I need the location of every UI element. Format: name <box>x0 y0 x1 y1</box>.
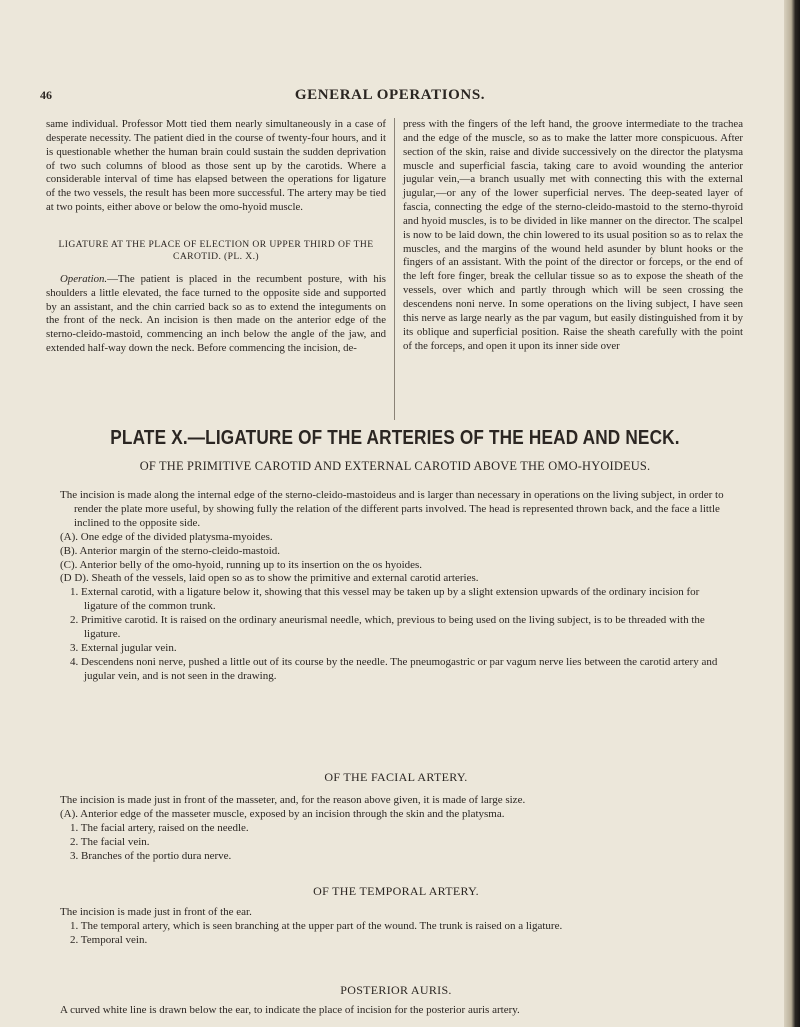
operation-label: Operation. <box>60 272 108 285</box>
plate-intro: The incision is made along the internal edge of the sterno-cleido-mastoideus and is larger than necessary in operations on the living subject, in order to render the plate more useful, by showing fully the relation of the different parts involved. The head is represented thrown back, and the face a little inclined to the opposite side. <box>60 489 724 529</box>
section-subheading: LIGATURE AT THE PLACE OF ELECTION OR UPPER THIRD OF THE CAROTID. (PL. X.) <box>58 238 374 262</box>
legend-number-item: 2. The facial vein. <box>70 835 150 848</box>
facial-intro: The incision is made just in front of the masseter, and, for the reason above given, it is made of large size. <box>60 794 526 806</box>
right-column <box>403 118 743 353</box>
right-paragraph: press with the fingers of the left hand, the groove intermediate to the trachea and the edge of the muscle, so as to make the latter more conspicuous. After section of the skin, raise and divide successively on the director the platysma muscle and superficial fascia, taking care to avoid wounding the anterior jugular vein,—a branch usually met with connecting this with the external jugular,—or any of the lower superficial nerves. The deep-seated layer of fascia, connecting the edge of the sterno-cleido-mastoid to the sterno-thyroid and hyoid muscles, is to be divided in like manner on the director. The scalpel is now to be laid down, the chin lowered to its usual position so as to relax the muscles, and the margins of the wound held asunder by blunt hooks or the fingers of an assistant. With the point of the director or forceps, or the end of the left fore finger, break the cellular tissue so as to expose the sheath of the vessels, over which and partly through which will be seen crossing the descendens noni nerve. In some operations on the living subject, I have seen this nerve as large nearly as the par vagum, but easily distinguished from it by its oblique and superficial position. Raise the sheath carefully with the point of the forceps, and open it upon its inner side over <box>403 118 743 352</box>
plate-subtitle: OF THE PRIMITIVE CAROTID AND EXTERNAL CAROTID ABOVE THE OMO-HYOIDEUS. <box>139 459 651 473</box>
legend-letter-item: (A). Anterior edge of the masseter muscle, exposed by an incision through the skin and the platysma. <box>60 807 505 820</box>
book-edge <box>784 0 800 1027</box>
facial-heading: OF THE FACIAL ARTERY. <box>324 770 468 784</box>
legend-number-item: 1. The facial artery, raised on the needle. <box>70 821 249 834</box>
legend-letter-item: (A). One edge of the divided platysma-myoides. <box>60 530 273 543</box>
plate-description <box>60 489 732 684</box>
legend-number-item: 1. External carotid, with a ligature below it, showing that this vessel may be taken up by a slight extension upwards of the ordinary incision for ligature of the common trunk. <box>70 586 700 613</box>
facial-description <box>60 794 732 864</box>
operation-text: —The patient is placed in the recumbent posture, with his shoulders a little elevated, the face turned to the opposite side and supported by an assistant, and the chin carried back so as to extend the integuments on the front of the neck. An incision is then made on the anterior edge of the sterno-cleido-mastoid, commencing an inch below the angle of the jaw, and extended half-way down the neck. Before commencing the incision, de- <box>46 272 386 355</box>
posterior-text: A curved white line is drawn below the ear, to indicate the place of incision for the posterior auris artery. <box>60 1004 520 1016</box>
temporal-heading: OF THE TEMPORAL ARTERY. <box>313 884 479 898</box>
column-divider <box>394 118 395 420</box>
plate-title: PLATE X.—LIGATURE OF THE ARTERIES OF THE HEAD AND NECK. <box>110 427 680 449</box>
temporal-description <box>60 906 732 948</box>
legend-letter-item: (B). Anterior margin of the sterno-cleido-mastoid. <box>60 544 281 557</box>
legend-number-item: 2. Primitive carotid. It is raised on the ordinary aneurismal needle, which, previous to being used on the living subject, is to be threaded with the ligature. <box>70 614 705 641</box>
legend-number-item: 4. Descendens noni nerve, pushed a little out of its course by the needle. The pneumogastric or par vagum nerve lies between the carotid artery and jugular vein, and is not seen in the drawing. <box>70 655 718 682</box>
legend-number-item: 1. The temporal artery, which is seen branching at the upper part of the wound. The trunk is raised on a ligature. <box>70 919 563 932</box>
page-number: 46 <box>40 88 52 102</box>
legend-number-item: 3. Branches of the portio dura nerve. <box>70 849 232 862</box>
left-column <box>46 118 386 356</box>
running-title: GENERAL OPERATIONS. <box>294 87 486 103</box>
temporal-intro: The incision is made just in front of the ear. <box>60 906 252 918</box>
page-header <box>40 88 740 108</box>
operation-paragraph <box>46 273 386 356</box>
left-paragraph: same individual. Professor Mott tied them nearly simultaneously in a case of desperate necessity. The patient died in the course of twenty-four hours, and it is questionable whether the human brain could sustain the sudden deprivation of two such columns of blood as those sent up by the carotids. Where a considerable interval of time has elapsed between the operations for ligature of the two vessels, the result has been more successful. The artery may be tied at two points, either above or below the omo-hyoid muscle. <box>46 118 386 214</box>
legend-number-item: 3. External jugular vein. <box>70 641 177 654</box>
posterior-description <box>60 1004 732 1018</box>
legend-number-item: 2. Temporal vein. <box>70 933 148 946</box>
legend-letter-item: (C). Anterior belly of the omo-hyoid, running up to its insertion on the os hyoides. <box>60 558 423 571</box>
legend-letter-item: (D D). Sheath of the vessels, laid open so as to show the primitive and external carotid arteries. <box>60 572 479 585</box>
posterior-heading: POSTERIOR AURIS. <box>340 983 452 997</box>
